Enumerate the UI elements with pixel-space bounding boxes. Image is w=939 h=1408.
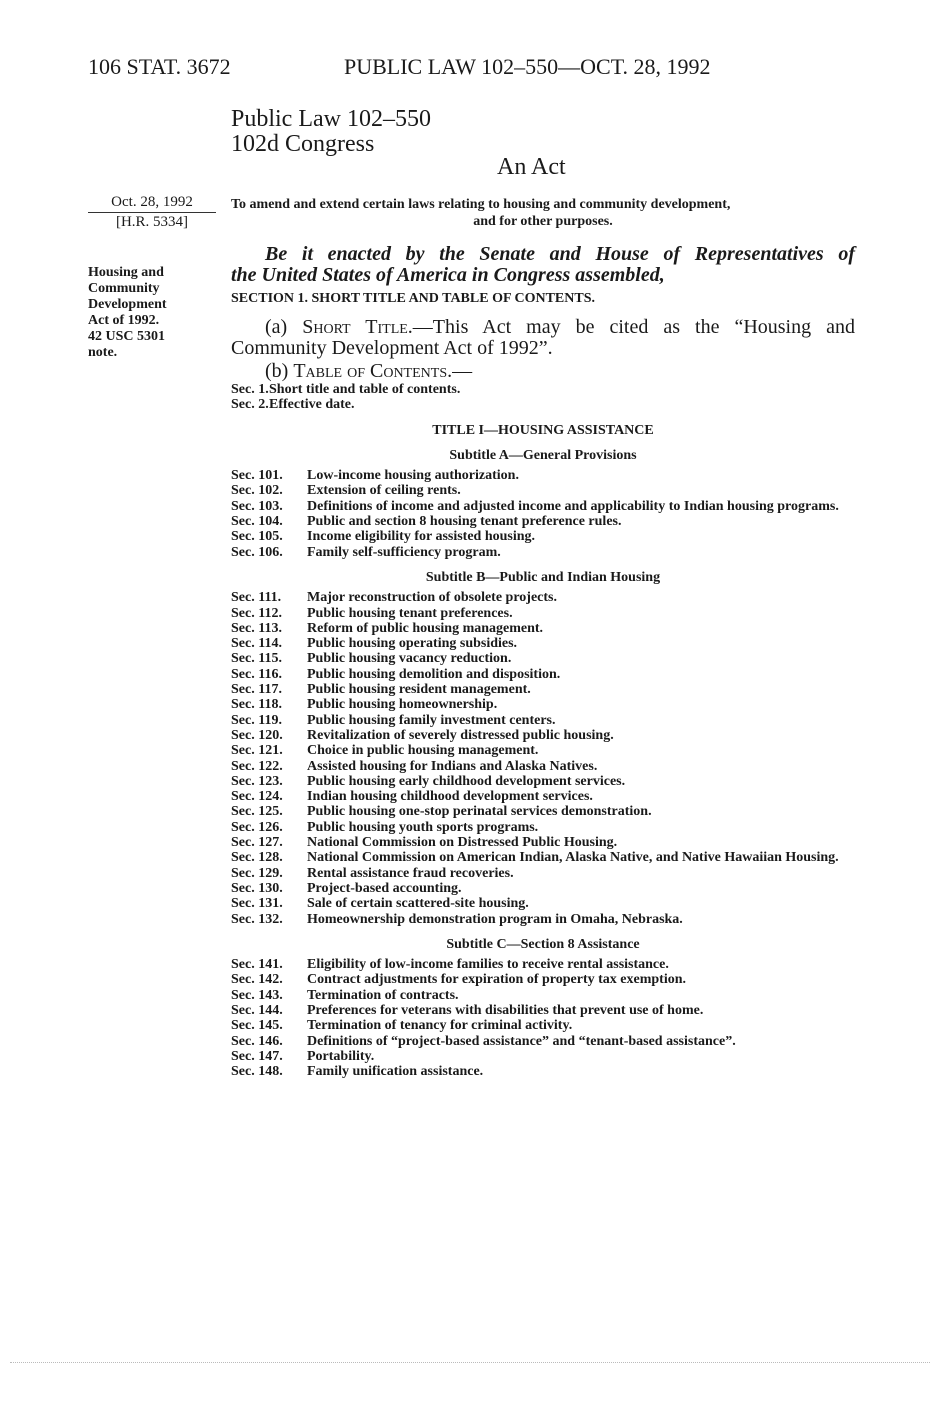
running-title: PUBLIC LAW 102–550—OCT. 28, 1992 [344,54,711,79]
toc-entry [231,759,855,774]
short-title-line-1 [231,317,855,338]
toc-section-title: Income eligibility for assisted housing. [307,529,536,545]
toc-section-number: Sec. 115. [231,651,282,667]
toc-section-number: Sec. 105. [231,529,283,545]
toc-label-suffix: .— [447,360,473,382]
toc-subtitle-heading: Subtitle B—Public and Indian Housing [425,569,661,585]
toc-section-number: Sec. 127. [231,835,283,851]
toc-entry [231,1018,855,1033]
toc-section-number: Sec. 145. [231,1018,283,1034]
margin-divider [88,212,216,213]
toc-entry [231,545,855,560]
short-title-paragraph [231,317,855,359]
toc-section-title: Reform of public housing management. [307,620,544,636]
statute-page-number: 106 STAT. 3672 [88,54,231,79]
toc-entry [231,590,855,605]
short-title-label: (a) [265,316,303,338]
public-law-number: Public Law 102–550 [231,106,431,132]
toc-entry [231,1049,855,1064]
toc-section-number: Sec. 148. [231,1064,283,1080]
toc-section-number: Sec. 123. [231,773,283,789]
table-of-contents [231,382,855,1079]
toc-section-title: Definitions of “project-based assistance” and “tenant-based assistance”. [307,1033,736,1049]
toc-section-title: National Commission on Distressed Public Housing. [307,835,618,851]
toc-entry [231,397,855,412]
congress-number: 102d Congress [231,131,375,157]
toc-section-number: Sec. 119. [231,712,282,728]
toc-section-title: Family self-sufficiency program. [307,544,501,560]
toc-section-number: Sec. 120. [231,727,283,743]
toc-section-number: Sec. 121. [231,743,283,759]
toc-section-title: Short title and table of contents. [269,382,461,397]
toc-entry [231,636,855,651]
toc-section-number: Sec. 132. [231,911,283,927]
toc-entry [231,382,855,397]
toc-section-number: Sec. 2. [231,397,269,413]
toc-entry [231,697,855,712]
margin-note-line: Development [88,297,167,312]
toc-section-title: Public housing resident management. [307,682,531,698]
toc-entry [231,820,855,835]
toc-entry [231,499,855,514]
toc-section-title: Family unification assistance. [307,1064,484,1080]
toc-entry [231,529,855,544]
toc-entry [231,789,855,804]
purpose-line-2: and for other purposes. [473,214,613,229]
toc-entry [231,621,855,636]
toc-section-number: Sec. 1. [231,382,269,397]
toc-section-title: Revitalization of severely distressed public housing. [307,727,614,743]
toc-section-title: Indian housing childhood development services. [307,789,593,805]
toc-section-title: Extension of ceiling rents. [307,483,461,499]
toc-entry [231,743,855,758]
enactment-date: Oct. 28, 1992 [111,194,193,210]
toc-entry [231,972,855,987]
toc-section-number: Sec. 124. [231,789,283,805]
toc-entry [231,850,855,865]
toc-section-title: Preferences for veterans with disabilities that prevent use of home. [307,1002,704,1018]
toc-section-title: Major reconstruction of obsolete projects. [307,590,557,606]
toc-section-title: Termination of contracts. [307,987,459,1003]
toc-section-number: Sec. 131. [231,896,283,912]
toc-section-number: Sec. 114. [231,636,282,652]
short-title-caption: Short Title [302,316,408,338]
toc-subtitle-heading: Subtitle C—Section 8 Assistance [446,936,640,952]
toc-section-title: Eligibility of low-income families to receive rental assistance. [307,957,669,973]
toc-entry [231,912,855,927]
toc-section-title: Rental assistance fraud recoveries. [307,865,514,881]
toc-section-title: Definitions of income and adjusted income and applicability to Indian housing programs. [307,498,839,514]
toc-section-title: Public and section 8 housing tenant preference rules. [307,514,622,530]
toc-section-title: Assisted housing for Indians and Alaska Natives. [307,758,598,774]
toc-section-number: Sec. 104. [231,514,283,530]
toc-section-title: Public housing one-stop perinatal services demonstration. [307,804,652,820]
toc-section-number: Sec. 143. [231,987,283,1003]
toc-section-title: Effective date. [269,397,355,413]
enacting-line-2: the United States of America in Congress assembled, [231,264,665,286]
toc-entry [231,988,855,1003]
toc-entry [231,606,855,621]
scan-artifact-line [10,1362,930,1365]
toc-subtitle-heading: Subtitle A—General Provisions [449,447,637,463]
enacting-line-1: Be it enacted by the Senate and House of Representatives of [265,243,855,265]
toc-section-number: Sec. 113. [231,620,282,636]
toc-section-title: Project-based accounting. [307,880,462,896]
toc-section-title: Public housing vacancy reduction. [307,651,512,667]
toc-entry [231,713,855,728]
toc-entry [231,896,855,911]
toc-section-number: Sec. 125. [231,804,283,820]
toc-label-prefix: (b) [265,360,294,382]
toc-section-number: Sec. 141. [231,957,283,973]
law-title-block [231,107,431,157]
toc-section-number: Sec. 128. [231,850,283,866]
toc-caption: Table of Contents [293,360,448,382]
toc-entry [231,1003,855,1018]
toc-section-number: Sec. 106. [231,544,283,560]
toc-entry [231,866,855,881]
toc-section-title: Contract adjustments for expiration of property tax exemption. [307,972,686,988]
margin-note-line: Community [88,281,160,296]
toc-section-title: Portability. [307,1048,375,1064]
margin-note-line: note. [88,345,118,360]
toc-section-number: Sec. 146. [231,1033,283,1049]
toc-section-title: Public housing family investment centers. [307,712,556,728]
toc-section-number: Sec. 122. [231,758,283,774]
toc-section-title: Public housing youth sports programs. [307,819,539,835]
toc-entry [231,774,855,789]
toc-entry [231,804,855,819]
purpose-line-1: To amend and extend certain laws relating to housing and community development, [231,197,731,212]
toc-section-number: Sec. 144. [231,1002,283,1018]
toc-entry [231,1064,855,1079]
enacting-clause [231,244,855,286]
toc-entry [231,667,855,682]
toc-entry [231,835,855,850]
toc-entry [231,468,855,483]
toc-entry [231,728,855,743]
margin-note-line: Act of 1992. [88,313,160,328]
toc-section-number: Sec. 147. [231,1048,283,1064]
toc-entry [231,881,855,896]
toc-entry [231,1034,855,1049]
toc-section-number: Sec. 129. [231,865,283,881]
toc-section-number: Sec. 142. [231,972,283,988]
margin-note-line: Housing and [88,265,164,280]
toc-entry [231,957,855,972]
toc-section-number: Sec. 103. [231,498,283,514]
toc-section-title: Public housing demolition and disposition. [307,666,561,682]
toc-section-title: Sale of certain scattered-site housing. [307,896,529,912]
toc-section-number: Sec. 111. [231,590,282,606]
toc-entry [231,514,855,529]
toc-entry [231,483,855,498]
toc-section-title: Public housing operating subsidies. [307,636,518,652]
toc-section-title: Homeownership demonstration program in Omaha, Nebraska. [307,911,683,927]
margin-date-block [88,194,216,231]
toc-title-heading: TITLE I—HOUSING ASSISTANCE [432,422,654,438]
toc-section-title: Public housing early childhood development services. [307,773,626,789]
toc-section-number: Sec. 102. [231,483,283,499]
toc-section-number: Sec. 126. [231,819,283,835]
toc-section-title: Termination of tenancy for criminal activity. [307,1018,573,1034]
section-1-heading: SECTION 1. SHORT TITLE AND TABLE OF CONTENTS. [231,291,596,306]
toc-entry [231,682,855,697]
toc-section-number: Sec. 117. [231,682,282,698]
purpose-clause [231,196,855,230]
toc-section-number: Sec. 118. [231,697,282,713]
short-title-line-2: Community Development Act of 1992”. [231,337,553,359]
toc-section-number: Sec. 101. [231,468,283,484]
bill-number: [H.R. 5334] [115,214,189,230]
toc-section-number: Sec. 116. [231,666,282,682]
toc-section-number: Sec. 112. [231,605,282,621]
short-title-text-1: .—This Act may be cited as the “Housing and [407,316,855,338]
toc-section-number: Sec. 130. [231,880,283,896]
act-heading: An Act [497,154,566,180]
toc-section-title: Low-income housing authorization. [307,468,519,484]
toc-section-title: Public housing tenant preferences. [307,605,513,621]
margin-note [88,265,218,361]
toc-section-title: Public housing homeownership. [307,697,498,713]
toc-entry [231,651,855,666]
toc-label [231,360,889,383]
margin-note-line: 42 USC 5301 [88,329,166,344]
toc-section-title: National Commission on American Indian, Alaska Native, and Native Hawaiian Housing. [307,850,839,866]
toc-section-title: Choice in public housing management. [307,743,539,759]
